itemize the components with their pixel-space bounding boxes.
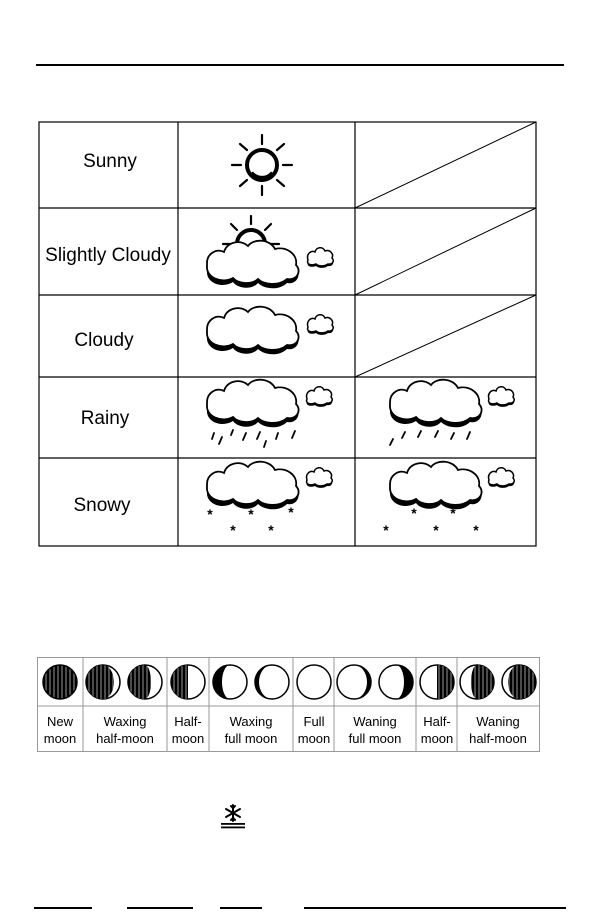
empty-cell-strike	[355, 122, 536, 208]
footer-line-fragment	[127, 907, 193, 909]
phase-label-line1: New	[46, 714, 74, 729]
phase-label-line2: moon	[297, 731, 331, 746]
weather-table: * Sunny Slightly Cloudy Cloudy Rainy Snowy	[38, 121, 538, 548]
row-label-cloudy: Cloudy	[74, 330, 134, 351]
waxing-gibbous-2-icon	[255, 665, 289, 699]
sun-behind-cloud-icon	[207, 216, 333, 288]
light-snow-cloud-icon	[383, 462, 514, 538]
waning-gibbous-2-icon	[379, 665, 413, 699]
waning-crescent-icon	[460, 665, 494, 699]
phase-label-line1: Waxing	[229, 714, 273, 729]
phase-label-line1: Half-	[423, 714, 451, 729]
waning-gibbous-icon	[337, 665, 371, 699]
phase-label-line1: Half-	[174, 714, 202, 729]
moon-phase-table	[37, 657, 541, 753]
waxing-crescent-icon	[86, 665, 120, 699]
new-moon-icon	[43, 665, 77, 699]
row-label-rainy: Rainy	[80, 408, 130, 429]
light-rain-cloud-icon	[390, 380, 514, 445]
phase-label-line2: full moon	[348, 731, 402, 746]
row-label-snowy: Snowy	[73, 495, 131, 516]
footer-line-fragment	[220, 907, 262, 909]
rain-cloud-icon	[207, 380, 332, 447]
phase-label-line2: full moon	[224, 731, 278, 746]
first-quarter-icon	[171, 665, 205, 699]
phase-label-line2: moon	[171, 731, 205, 746]
last-quarter-icon	[420, 665, 454, 699]
phase-label-line1: Full	[303, 714, 325, 729]
full-moon-icon	[297, 665, 331, 699]
phase-label-line1: Waning	[353, 714, 397, 729]
snow-cloud-icon	[207, 462, 332, 538]
sun-icon	[232, 135, 292, 195]
empty-cell-strike	[355, 208, 536, 295]
phase-label-line2: half-moon	[469, 731, 527, 746]
phase-label-line1: Waning	[476, 714, 520, 729]
snowflake-icon	[218, 803, 248, 829]
waxing-gibbous-icon	[213, 665, 247, 699]
footer-line-fragment	[304, 907, 566, 909]
footer-line-fragment	[34, 907, 92, 909]
phase-label-line2: moon	[420, 731, 454, 746]
row-label-slightly-cloudy: Slightly Cloudy	[45, 245, 171, 266]
cloud-icon	[207, 307, 333, 355]
phase-label-line1: Waxing	[103, 714, 147, 729]
waxing-crescent-2-icon	[128, 665, 162, 699]
row-label-sunny: Sunny	[83, 151, 137, 172]
phase-label-line2: half-moon	[96, 731, 154, 746]
phase-label-line2: moon	[43, 731, 77, 746]
waning-crescent-2-icon	[502, 665, 536, 699]
empty-cell-strike	[355, 295, 536, 377]
top-rule	[36, 64, 564, 66]
